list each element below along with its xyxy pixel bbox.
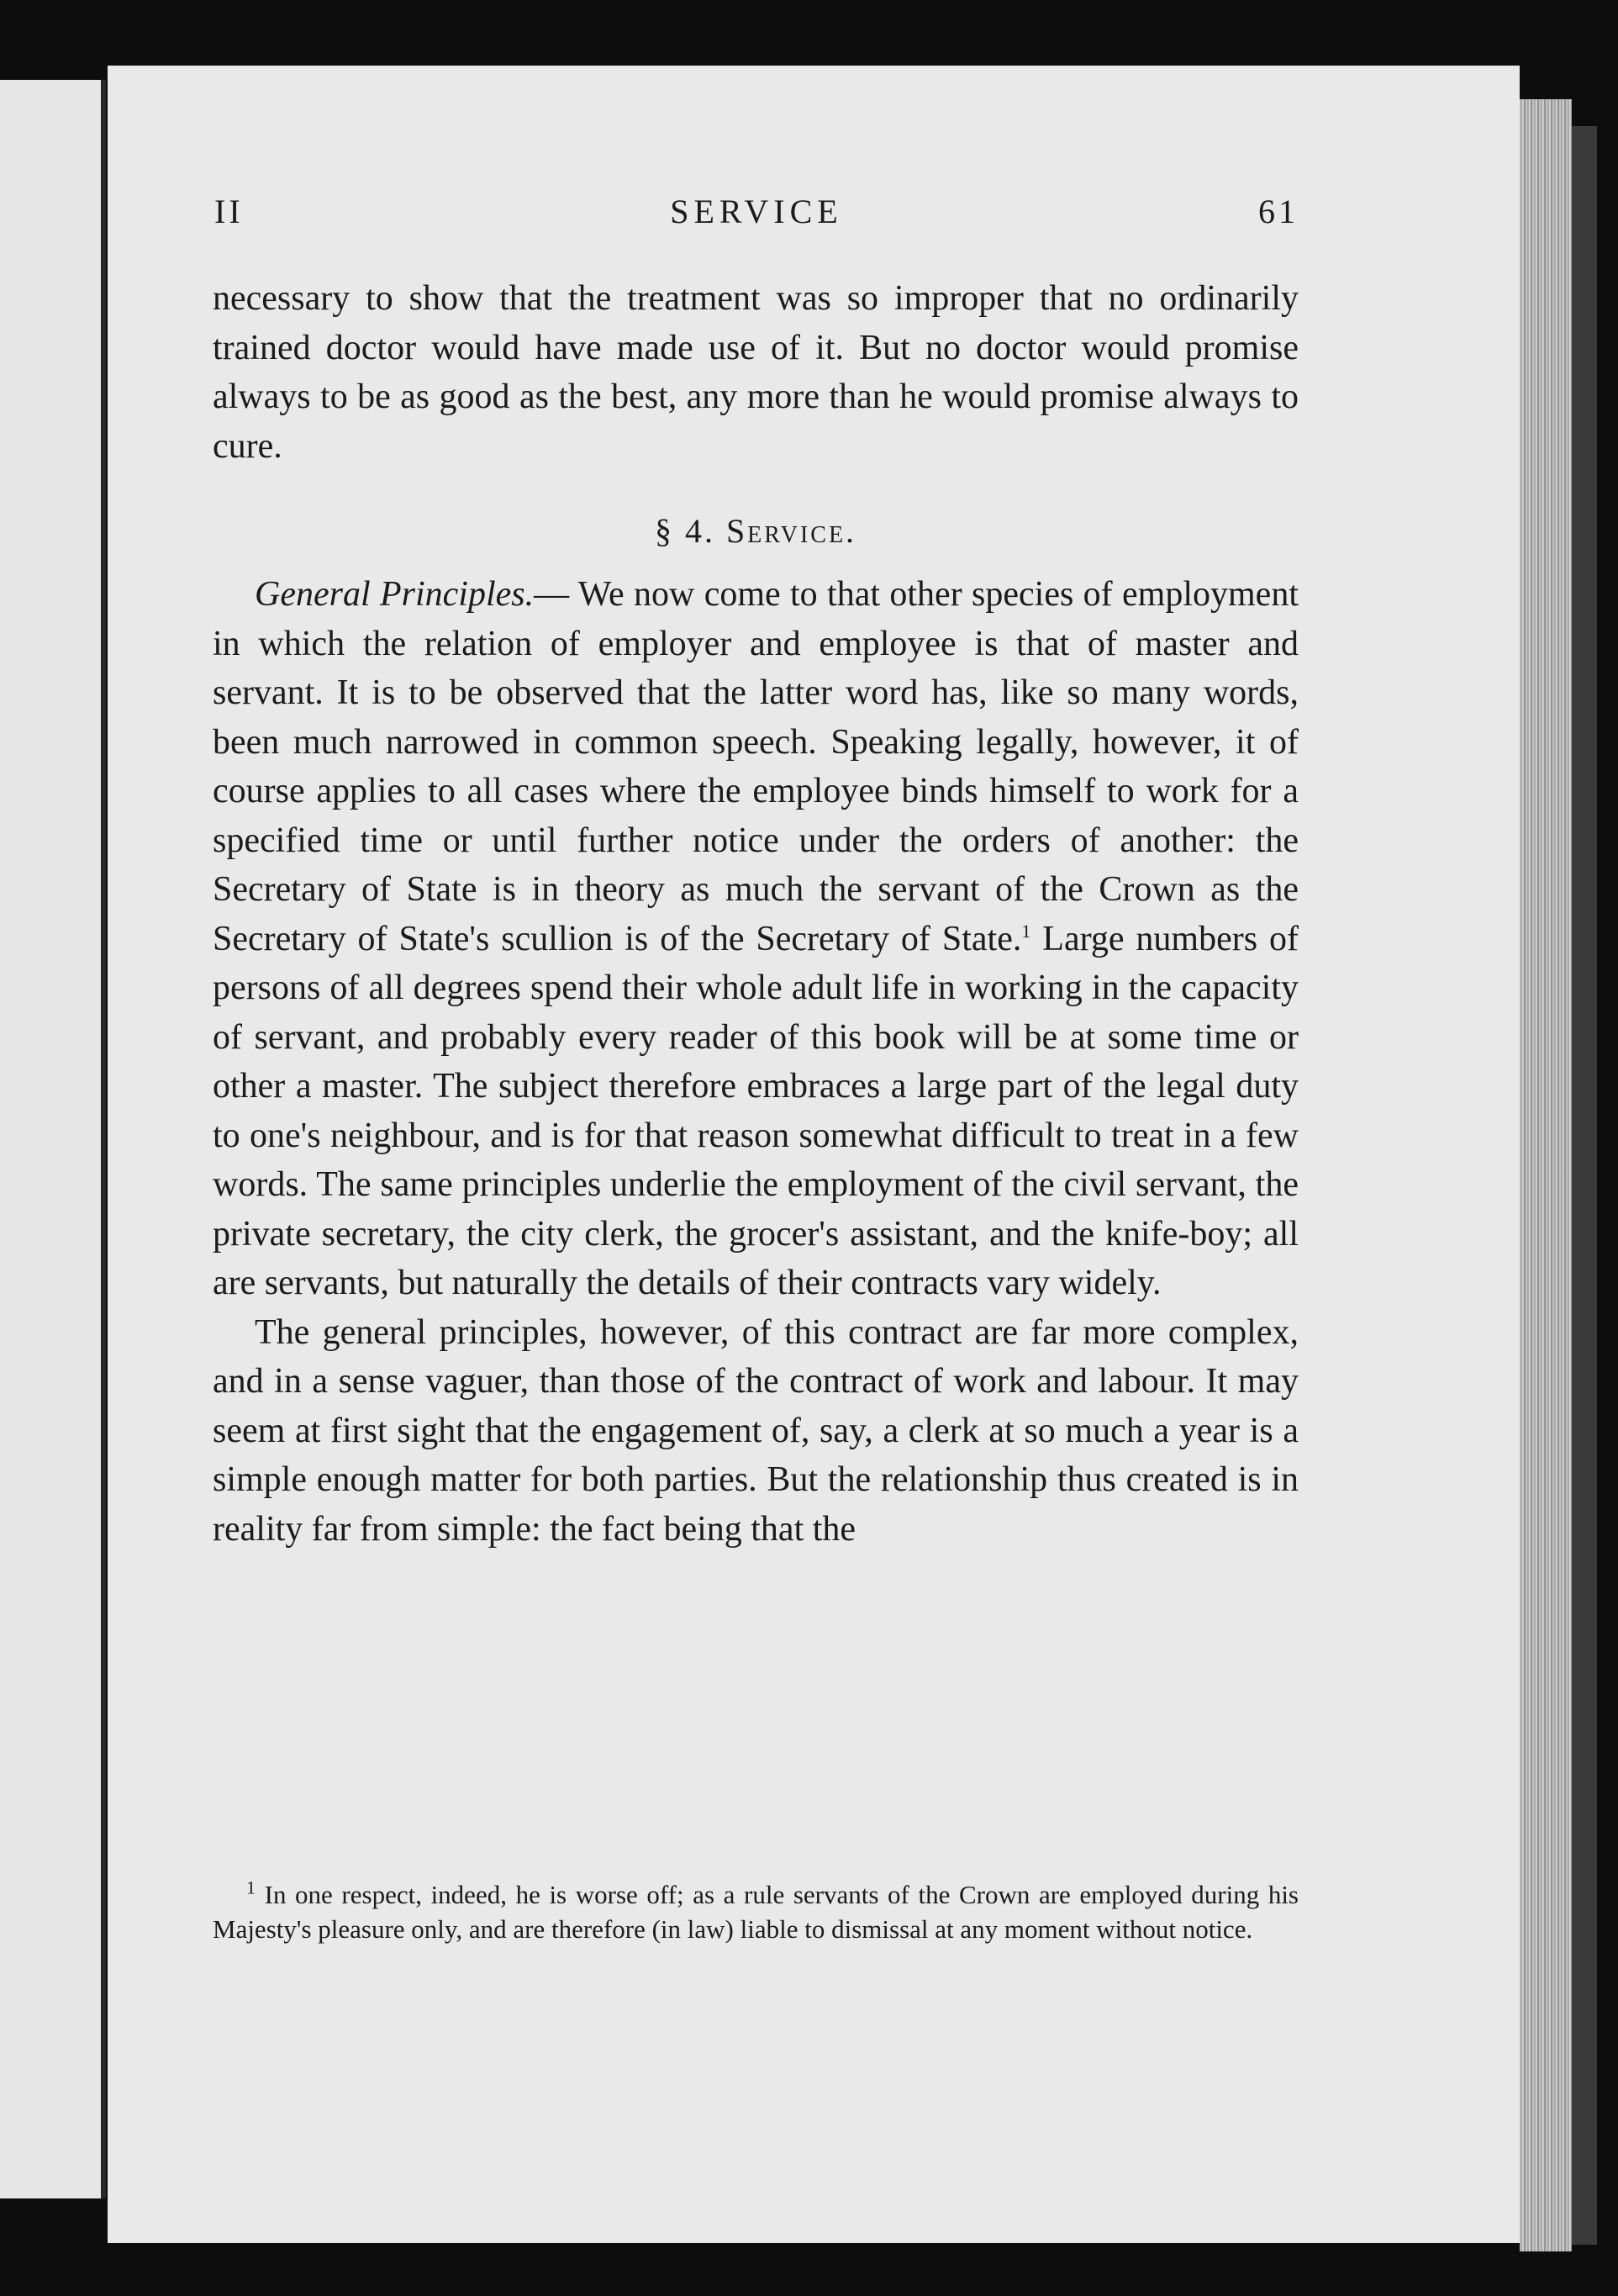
paragraph-continued: necessary to show that the treatment was so improper that no ordinarily trained doctor would have made use of it. But no doctor would promise always to be as good as the best, any more than he would promise always to cure. (213, 279, 1299, 466)
paragraph-general-principles (213, 570, 1299, 1308)
section-title: Service. (725, 512, 857, 550)
footnote-marker: 1 (246, 1876, 256, 1898)
running-head (214, 192, 1299, 234)
paragraph-lead-in: General Principles. (255, 575, 535, 614)
footnote (213, 1877, 1299, 1946)
book-cover-edge (1572, 126, 1597, 2245)
section-heading (213, 507, 1299, 556)
chapter-number: II (214, 193, 244, 230)
footnote-reference: 1 (1021, 920, 1031, 942)
paragraph-text: — We now come to that other species of employment in which the relation of employer and employee is that of master and servant. It is to be observed that the latter word has, like so many words, been much narrowed in common speech. Speaking legally, however, it of course applies to all cases where the employee binds himself to work for a specified time or until further notice under the orders of another: the Secretary of State is in theory as much the servant of the Crown as the Secretary of State's scullion is of the Secretary of State. (213, 575, 1299, 958)
page-number: 61 (1258, 193, 1299, 230)
body-text (213, 274, 1299, 1554)
section-number: § 4. (654, 512, 715, 550)
running-title: SERVICE (670, 193, 843, 230)
book-fore-edge (1520, 99, 1572, 2251)
paragraph-text-continued: Large numbers of persons of all degrees spend their whole adult life in working in the capacity of servant, and probably every reader of this book will be at some time or other a master. The subject therefore embraces a large part of the legal duty to one's neighbour, and is for that reason somewhat difficult to treat in a few words. The same principles underlie the employment of the civil servant, the private secretary, the city clerk, the grocer's assistant, and the knife-boy; all are servants, but naturally the details of their contracts vary widely. (213, 919, 1299, 1302)
facing-page-edge (0, 80, 106, 2198)
paragraph-contract: The general principles, however, of this contract are far more complex, and in a sense vaguer, than those of the contract of work and labour. It may seem at first sight that the engagement of, say, a clerk at so much a year is a simple enough matter for both parties. But the relationship thus created is in reality far from simple: the fact being that the (213, 1312, 1299, 1549)
footnote-text: In one respect, indeed, he is worse off; as a rule servants of the Crown are employed during his Majesty's pleasure only, and are therefore (in law) liable to dismissal at any moment without notice. (213, 1880, 1299, 1944)
